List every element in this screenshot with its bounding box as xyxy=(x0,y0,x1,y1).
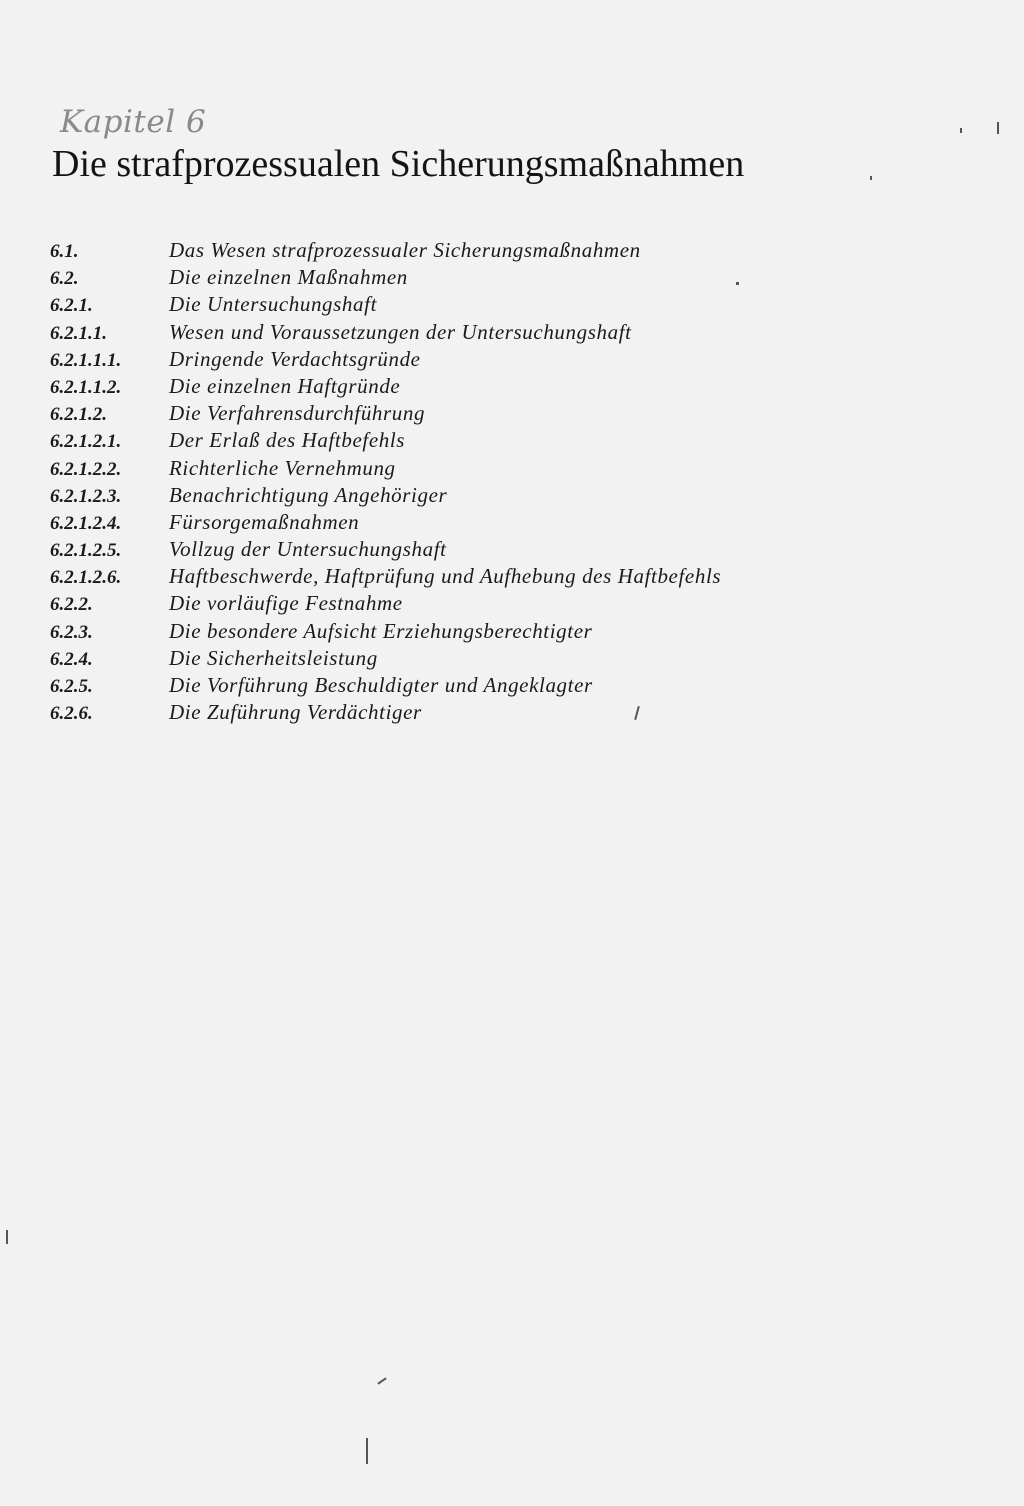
toc-heading: Die vorläufige Festnahme xyxy=(169,591,403,616)
scan-speck xyxy=(6,1230,8,1244)
chapter-label: Kapitel 6 xyxy=(60,104,207,140)
toc-number: 6.2. xyxy=(50,268,79,290)
chapter-title: Die strafprozessualen Sicherungsmaßnahmen xyxy=(52,143,745,185)
toc-entry xyxy=(50,646,950,673)
toc-number: 6.2.1.1.1. xyxy=(50,349,122,371)
toc-entry xyxy=(50,591,950,618)
scan-speck xyxy=(377,1377,386,1384)
toc-number: 6.2.1.1.2. xyxy=(50,376,122,398)
toc-heading: Fürsorgemaßnahmen xyxy=(169,509,360,534)
toc-number: 6.2.1.2.1. xyxy=(50,431,122,453)
toc-entry xyxy=(50,700,950,727)
toc-number: 6.2.5. xyxy=(50,676,93,697)
scan-speck xyxy=(870,176,872,180)
toc-heading: Haftbeschwerde, Haftprüfung und Aufhebung des Haftbefehls xyxy=(169,564,722,589)
toc-heading: Die Sicherheitsleistung xyxy=(169,645,378,670)
toc-entry xyxy=(50,374,950,401)
toc-number: 6.2.1.2.3. xyxy=(50,485,122,507)
toc-entry xyxy=(50,292,950,319)
toc-entry xyxy=(50,428,950,455)
toc-number: 6.2.6. xyxy=(50,703,93,725)
scan-speck xyxy=(960,128,962,133)
scan-speck xyxy=(736,282,739,285)
toc-heading: Richterliche Vernehmung xyxy=(169,455,396,480)
toc-heading: Dringende Verdachtsgründe xyxy=(169,346,421,371)
toc-heading: Wesen und Voraussetzungen der Untersuchungshaft xyxy=(169,319,632,344)
toc-number: 6.2.2. xyxy=(50,594,93,616)
toc-heading: Die Untersuchungshaft xyxy=(169,292,377,317)
toc-entry xyxy=(50,510,950,537)
toc-heading: Die Zuführung Verdächtiger xyxy=(169,700,422,725)
toc-number: 6.2.1.2.6. xyxy=(50,567,122,589)
toc-entry xyxy=(50,537,950,564)
toc-heading: Die Vorführung Beschuldigter und Angeklagter xyxy=(169,673,593,697)
scan-speck xyxy=(366,1438,368,1464)
toc-number: 6.2.3. xyxy=(50,621,93,643)
toc-entry xyxy=(50,320,950,347)
toc-number: 6.2.4. xyxy=(50,648,93,670)
toc-entry xyxy=(50,347,950,374)
toc-entry xyxy=(50,673,950,700)
toc-heading: Die Verfahrensdurchführung xyxy=(169,401,426,426)
toc-number: 6.2.1.2.2. xyxy=(50,458,122,480)
toc-entry xyxy=(50,456,950,483)
toc-heading: Der Erlaß des Haftbefehls xyxy=(169,428,406,453)
toc-number: 6.2.1.2.5. xyxy=(50,540,122,562)
toc-heading: Benachrichtigung Angehöriger xyxy=(169,482,448,507)
toc-entry xyxy=(50,483,950,510)
toc-entry xyxy=(50,401,950,428)
toc-entry xyxy=(50,619,950,646)
toc-heading: Vollzug der Untersuchungshaft xyxy=(169,537,447,562)
toc-number: 6.2.1.1. xyxy=(50,322,107,344)
toc-heading: Die einzelnen Haftgründe xyxy=(169,373,401,398)
toc-entry xyxy=(50,265,950,292)
toc-number: 6.2.1. xyxy=(50,295,93,317)
table-of-contents xyxy=(50,238,950,727)
toc-heading: Die einzelnen Maßnahmen xyxy=(169,265,408,290)
toc-heading: Die besondere Aufsicht Erziehungsberechtigter xyxy=(169,618,593,643)
toc-entry xyxy=(50,564,950,591)
scan-speck xyxy=(997,122,999,134)
toc-number: 6.1. xyxy=(50,241,79,262)
toc-heading: Das Wesen strafprozessualer Sicherungsmaßnahmen xyxy=(169,238,641,262)
toc-entry xyxy=(50,238,950,265)
toc-number: 6.2.1.2. xyxy=(50,404,107,426)
toc-number: 6.2.1.2.4. xyxy=(50,512,122,534)
